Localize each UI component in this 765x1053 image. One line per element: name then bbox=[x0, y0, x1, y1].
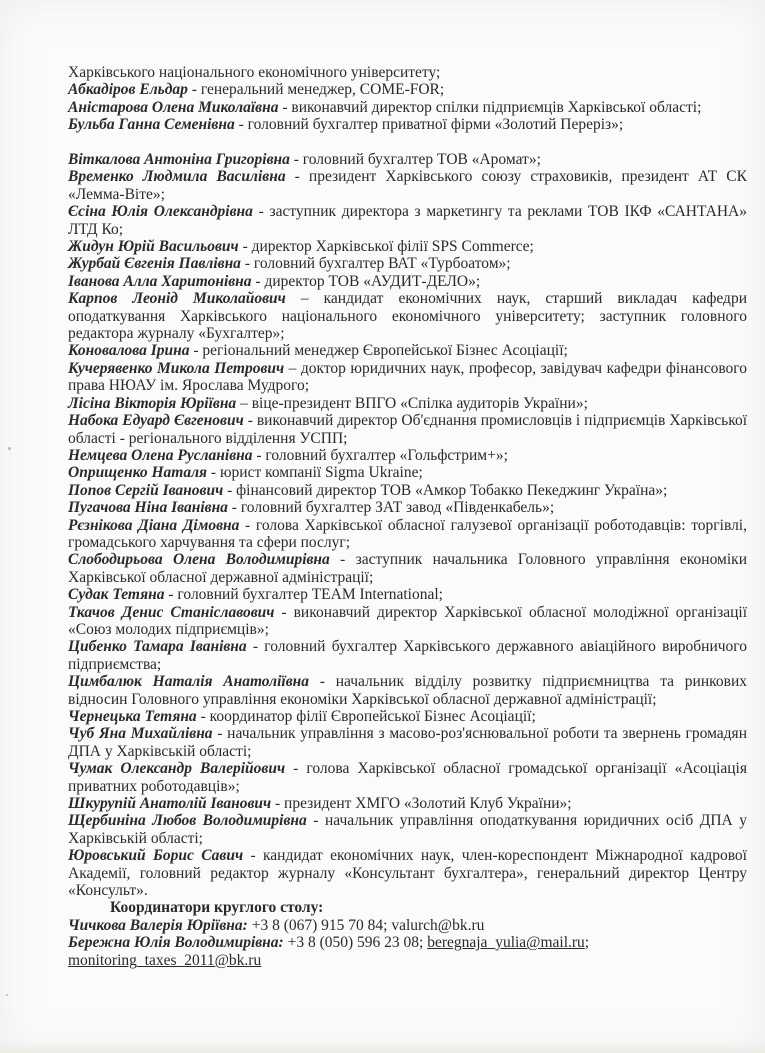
participant-role: - юрист компанії Sigma Ukraine; bbox=[210, 464, 423, 482]
participant-name: Жидун Юрій Васильович bbox=[68, 238, 243, 256]
scan-edge-shadow bbox=[0, 1041, 765, 1053]
participant-role: - виконавчий директор Об'єднання промисловців і підприємців Харківської області - регіонального відділення УСПП; bbox=[68, 412, 747, 447]
participant-entry bbox=[68, 447, 747, 464]
participant-name: Юровський Борис Савич bbox=[68, 847, 251, 865]
participant-role: - заступник начальника Головного управління економіки Харківської обласної державної адміністрації; bbox=[68, 551, 747, 586]
participant-entry bbox=[68, 99, 747, 116]
participant-name: Віткалова Антоніна Григорівна bbox=[68, 151, 294, 169]
participant-entry bbox=[68, 464, 747, 481]
participant-name: Коновалова Ірина bbox=[68, 342, 194, 360]
coordinator-name: Чичкова Валерія Юріївна: bbox=[68, 916, 252, 934]
participant-name: Аністарова Олена Миколаївна bbox=[68, 98, 283, 116]
participant-entry bbox=[68, 168, 747, 203]
participant-entry bbox=[68, 725, 747, 760]
participant-name: Цибенко Тамара Іванівна bbox=[68, 638, 253, 656]
participant-role: - голова Харківської обласної громадської організації «Асоціація приватних роботодавців»; bbox=[68, 760, 747, 795]
participant-name: Чумак Олександр Валерійович bbox=[68, 760, 294, 778]
coordinator-name: Бережна Юлія Володимирівна: bbox=[68, 934, 288, 952]
coordinator-email: beregnaja_yulia@mail.ru bbox=[427, 934, 585, 952]
participant-role: - головний бухгалтер ВАТ «Турбоатом»; bbox=[244, 255, 511, 273]
coordinators-heading: Координатори круглого столу: bbox=[110, 899, 324, 917]
participant-name: Щербиніна Любов Володимирівна bbox=[68, 812, 314, 830]
coordinator-email: valurch@bk.ru bbox=[391, 916, 485, 934]
participant-role: - голова Харківської обласної галузевої організації роботодавців: торгівлі, громадського харчування та сфери послуг; bbox=[68, 516, 747, 551]
participant-role: - регіональний менеджер Європейської Бізнес Асоціації; bbox=[193, 342, 568, 360]
participant-entry bbox=[68, 586, 747, 603]
participant-role: - начальник управління з масово-роз'яснювальної роботи та звернень громадян ДПА у Харківській області; bbox=[68, 725, 747, 760]
participant-entry bbox=[68, 151, 747, 168]
participant-name: Лісіна Вікторія Юріївна bbox=[68, 394, 241, 412]
participant-role: - головний бухгалтер ТОВ «Аромат»; bbox=[293, 151, 541, 169]
participant-entry bbox=[68, 847, 747, 899]
participant-list bbox=[68, 81, 747, 899]
participant-entry bbox=[68, 517, 747, 552]
participant-entry bbox=[68, 290, 747, 342]
participant-name: Временко Людмила Василівна bbox=[68, 168, 295, 186]
participant-entry bbox=[68, 255, 747, 272]
participant-name: Іванова Алла Харитонівна bbox=[68, 272, 256, 290]
participant-name: Журбай Євгенія Павлівна bbox=[68, 255, 245, 273]
participant-entry bbox=[68, 708, 747, 725]
participant-entry bbox=[68, 638, 747, 673]
participant-name: Абкадіров Ельдар bbox=[68, 81, 192, 99]
participant-role: - президент ХМГО «Золотий Клуб України»; bbox=[275, 795, 572, 813]
participant-entry bbox=[68, 604, 747, 639]
coordinator-entry bbox=[68, 934, 747, 951]
participant-name: Пугачова Ніна Іванівна bbox=[68, 499, 232, 517]
coordinator-list bbox=[68, 917, 747, 952]
participant-role: - головний бухгалтер TEAM International; bbox=[168, 586, 443, 604]
participant-entry bbox=[68, 795, 747, 812]
participant-role: - виконавчий директор Харківської обласної молодіжної організації «Союз молодих підприємців»; bbox=[68, 603, 747, 638]
participant-role: - директор Харківської філії SPS Commerce; bbox=[242, 238, 534, 256]
participant-entry bbox=[68, 81, 747, 98]
participant-name: Кучерявенко Микола Петрович bbox=[68, 359, 289, 377]
coordinator-contact: +3 8 (050) 596 23 08; bbox=[287, 934, 428, 952]
scan-speck bbox=[8, 447, 11, 450]
participant-role: - головний бухгалтер «Гольфстрим+»; bbox=[256, 446, 508, 464]
participant-name: Судак Тетяна bbox=[68, 586, 169, 604]
participant-entry bbox=[68, 482, 747, 499]
scan-speck bbox=[6, 994, 8, 996]
participant-role: – віце-президент ВПГО «Спілка аудиторів України»; bbox=[240, 394, 588, 412]
participant-name: Оприщенко Наталя bbox=[68, 464, 211, 482]
document-content bbox=[68, 64, 747, 969]
participant-name: Чуб Яна Михайлівна bbox=[68, 725, 218, 743]
participant-role: - начальник відділу розвитку підприємництва та ринкових відносин Головного управління економіки Харківської обласної державної адміністрації; bbox=[68, 673, 747, 708]
participant-role: - головний бухгалтер Харківського державного авіаційного виробничого підприємства; bbox=[68, 638, 748, 673]
participant-role: - директор ТОВ «АУДИТ-ДЕЛО»; bbox=[255, 272, 481, 290]
participant-name: Карпов Леонід Миколайович bbox=[68, 290, 301, 308]
participant-entry bbox=[68, 395, 747, 412]
participant-role: - генеральний менеджер, COME-FOR; bbox=[191, 81, 445, 99]
coordinator-tail: ; bbox=[584, 934, 590, 952]
participant-role: - головний бухгалтер ЗАТ завод «Південкабель»; bbox=[231, 499, 555, 517]
participant-role: - заступник директора з маркетингу та реклами ТОВ ІКФ «САНТАНА» ЛТД Ко; bbox=[68, 203, 747, 238]
participant-name: Набока Едуард Євгенович bbox=[68, 412, 248, 430]
coordinator-contact: +3 8 (067) 915 70 84; bbox=[251, 916, 392, 934]
participant-name: Шкурупій Анатолій Іванович bbox=[68, 795, 276, 813]
participant-entry bbox=[68, 760, 747, 795]
participant-role: - кандидат економічних наук, член-кореспондент Міжнародної кадрової Академії, головний редактор журналу «Консультант бухгалтера», генеральний директор Центру «Консульт». bbox=[68, 847, 747, 900]
participant-name: Ткачов Денис Станіславович bbox=[68, 603, 282, 621]
participant-name: Слободирьова Олена Володимирівна bbox=[68, 551, 341, 569]
participant-entry bbox=[68, 551, 747, 586]
participant-role: - головний бухгалтер приватної фірми «Золотий Переріз»; bbox=[238, 116, 624, 134]
participant-role: – кандидат економічних наук, старший викладач кафедри оподаткування Харківського національного економічного університету; заступник головного редактора журналу «Бухгалтер»; bbox=[68, 290, 747, 343]
participant-role: - координатор філії Європейської Бізнес Асоціації; bbox=[200, 708, 536, 726]
coordinator-entry bbox=[68, 917, 747, 934]
participant-role: - президент Харківського союзу страховиків, президент АТ СК «Лемма-Віте»; bbox=[68, 168, 747, 203]
participant-entry bbox=[68, 238, 747, 255]
participant-entry bbox=[68, 342, 747, 359]
footer-email: monitoring_taxes_2011@bk.ru bbox=[68, 951, 262, 969]
participant-entry bbox=[68, 499, 747, 516]
participant-role: - начальник управління оподаткування юридичних осіб ДПА у Харківській області; bbox=[68, 812, 747, 847]
participant-entry bbox=[68, 412, 747, 447]
participant-entry bbox=[68, 360, 747, 395]
participant-entry bbox=[68, 673, 747, 708]
participant-entry bbox=[68, 812, 747, 847]
participant-role: - фінансовий директор ТОВ «Амкор Тобакко Пекеджинг Україна»; bbox=[227, 481, 668, 499]
participant-name: Рєзнікова Діана Дімовна bbox=[68, 516, 246, 534]
participant-entry bbox=[68, 273, 747, 290]
participant-entry bbox=[68, 203, 747, 238]
participant-name: Єсіна Юлія Олександрівна bbox=[68, 203, 259, 221]
participant-role: - виконавчий директор спілки підприємців Харківської області; bbox=[282, 98, 702, 116]
participant-entry bbox=[68, 116, 747, 133]
participant-name: Немцева Олена Русланівна bbox=[68, 446, 257, 464]
participant-name: Чернецька Тетяна bbox=[68, 708, 201, 726]
participant-name: Попов Сергій Іванович bbox=[68, 481, 228, 499]
participant-role: – доктор юридичних наук, професор, завідувач кафедри фінансового права НЮАУ ім. Ярослава Мудрого; bbox=[68, 359, 748, 395]
continuation-line: Харківського національного економічного університету; bbox=[68, 64, 441, 81]
participant-name: Цимбалюк Наталія Анатоліївна bbox=[68, 673, 320, 691]
participant-name: Бульба Ганна Семенівна bbox=[68, 116, 239, 134]
